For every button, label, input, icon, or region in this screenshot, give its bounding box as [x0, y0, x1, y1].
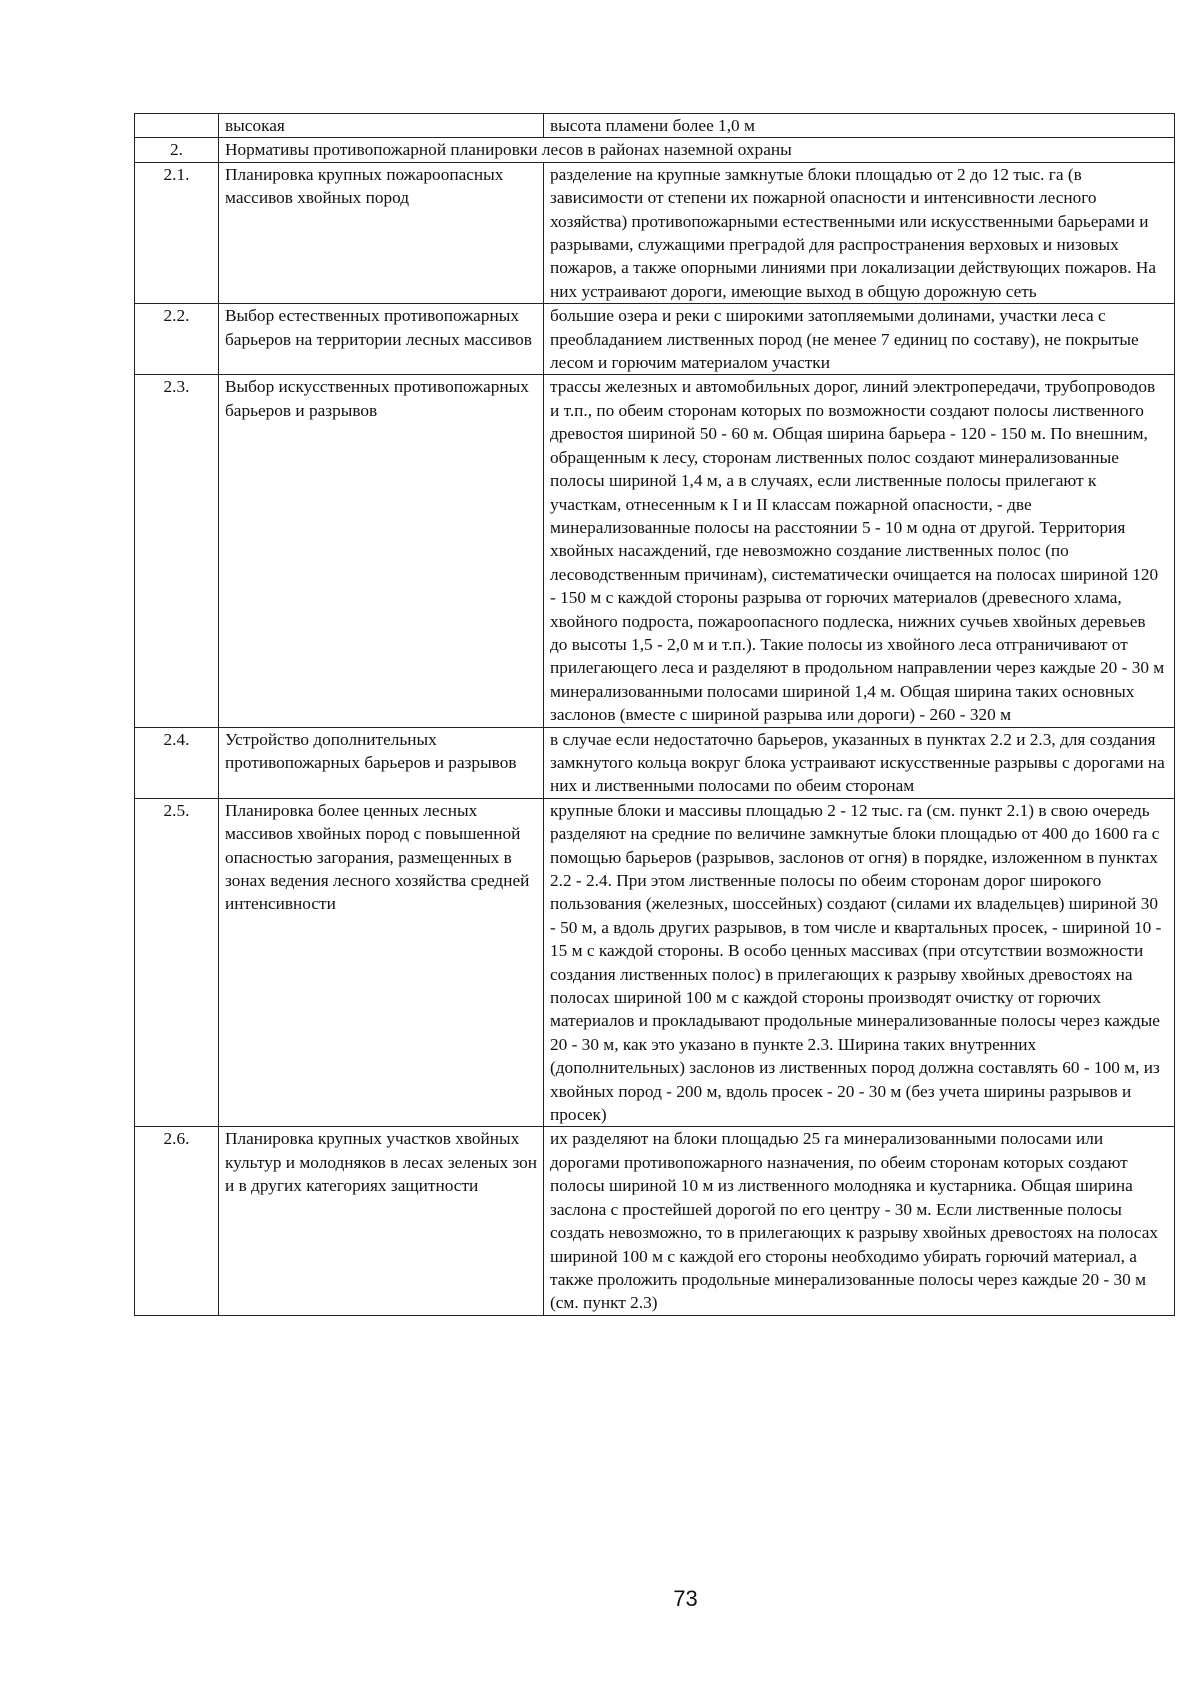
row-description: высота пламени более 1,0 м — [544, 114, 1175, 138]
table-row — [135, 162, 1175, 303]
table-row — [135, 114, 1175, 138]
row-name: Планировка более ценных лесных массивов хвойных пород с повышенной опасностью загорания, размещенных в зонах ведения лесного хозяйства средней интенсивности — [219, 798, 544, 1127]
row-description: разделение на крупные замкнутые блоки площадью от 2 до 12 тыс. га (в зависимости от степени их пожарной опасности и интенсивности лесного хозяйства) противопожарными естественными или искусственными барьерами и разрывами, служащими преградой для распространения верховых и низовых пожаров, а также опорными линиями при локализации действующих пожаров. На них устраивают дороги, имеющие выход в общую дорожную сеть — [544, 162, 1175, 303]
table-row — [135, 304, 1175, 375]
row-name: высокая — [219, 114, 544, 138]
row-number: 2.5. — [135, 798, 219, 1127]
row-name: Планировка крупных пожароопасных массивов хвойных пород — [219, 162, 544, 303]
row-number: 2.1. — [135, 162, 219, 303]
row-number: 2.6. — [135, 1127, 219, 1315]
row-description: в случае если недостаточно барьеров, указанных в пунктах 2.2 и 2.3, для создания замкнутого кольца вокруг блока устраивают искусственные разрывы с дорогами на них и лиственными полосами по обеим сторонам — [544, 727, 1175, 798]
section-title: Нормативы противопожарной планировки лесов в районах наземной охраны — [219, 138, 1175, 162]
section-header-row — [135, 138, 1175, 162]
row-number: 2.3. — [135, 375, 219, 727]
table-row — [135, 798, 1175, 1127]
table-row — [135, 1127, 1175, 1315]
row-name: Планировка крупных участков хвойных культур и молодняков в лесах зеленых зон и в других категориях защитности — [219, 1127, 544, 1315]
section-number: 2. — [135, 138, 219, 162]
norms-table — [134, 113, 1175, 1316]
row-description: трассы железных и автомобильных дорог, линий электропередачи, трубопроводов и т.п., по обеим сторонам которых по возможности создают полосы лиственного древостоя шириной 50 - 60 м. Общая ширина барьера - 120 - 150 м. По внешним, обращенным к лесу, сторонам лиственных полос создают минерализованные полосы шириной 1,4 м, а в случаях, если лиственные полосы прилегают к участкам, отнесенным к I и II классам пожарной опасности, - две минерализованные полосы на расстоянии 5 - 10 м одна от другой. Территория хвойных насаждений, где невозможно создание лиственных полос (по лесоводственным причинам), систематически очищается на полосах шириной 120 - 150 м с каждой стороны разрыва от горючих материалов (древесного хлама, хвойного подроста, пожароопасного подлеска, нижних сучьев хвойных деревьев до высоты 1,5 - 2,0 м и т.п.). Такие полосы из хвойного леса отграничивают от прилегающего леса и разделяют в продольном направлении через каждые 20 - 30 м минерализованными полосами шириной 1,4 м. Общая ширина таких основных заслонов (вместе с шириной разрыва или дороги) - 260 - 320 м — [544, 375, 1175, 727]
table-row — [135, 375, 1175, 727]
page-number: 73 — [673, 1586, 698, 1611]
table-row — [135, 727, 1175, 798]
row-description: крупные блоки и массивы площадью 2 - 12 тыс. га (см. пункт 2.1) в свою очередь разделяют на средние по величине замкнутые блоки площадью от 400 до 1600 га с помощью барьеров (разрывов, заслонов от огня) в порядке, изложенном в пунктах 2.2 - 2.4. При этом лиственные полосы по обеим сторонам дорог широкого пользования (железных, шоссейных) создают (силами их владельцев) шириной 30 - 50 м, а вдоль других разрывов, в том числе и квартальных просек, - шириной 10 - 15 м с каждой стороны. В особо ценных массивах (при отсутствии возможности создания лиственных полос) в прилегающих к разрыву хвойных древостоях на полосах шириной 100 м с каждой стороны производят очистку от горючих материалов и прокладывают продольные минерализованные полосы через каждые 20 - 30 м, как это указано в пункте 2.3. Ширина таких внутренних (дополнительных) заслонов из лиственных пород должна составлять 60 - 100 м, из хвойных пород - 200 м, вдоль просек - 20 - 30 м (без учета ширины разрывов и просек) — [544, 798, 1175, 1127]
row-description: большие озера и реки с широкими затопляемыми долинами, участки леса с преобладанием лиственных пород (не менее 7 единиц по составу), не покрытые лесом и горючим материалом участки — [544, 304, 1175, 375]
row-name: Устройство дополнительных противопожарных барьеров и разрывов — [219, 727, 544, 798]
row-number: 2.2. — [135, 304, 219, 375]
row-name: Выбор искусственных противопожарных барьеров и разрывов — [219, 375, 544, 727]
row-number: 2.4. — [135, 727, 219, 798]
row-name: Выбор естественных противопожарных барьеров на территории лесных массивов — [219, 304, 544, 375]
row-description: их разделяют на блоки площадью 25 га минерализованными полосами или дорогами противопожарного назначения, по обеим сторонам которых создают полосы шириной 10 м из лиственного молодняка и кустарника. Общая ширина заслона с простейшей дорогой по его центру - 30 м. Если лиственные полосы создать невозможно, то в прилегающих к разрыву хвойных древостоях на полосах шириной 100 м с каждой его стороны необходимо убирать горючий материал, а также проложить продольные минерализованные полосы через каждые 20 - 30 м (см. пункт 2.3) — [544, 1127, 1175, 1315]
row-number — [135, 114, 219, 138]
